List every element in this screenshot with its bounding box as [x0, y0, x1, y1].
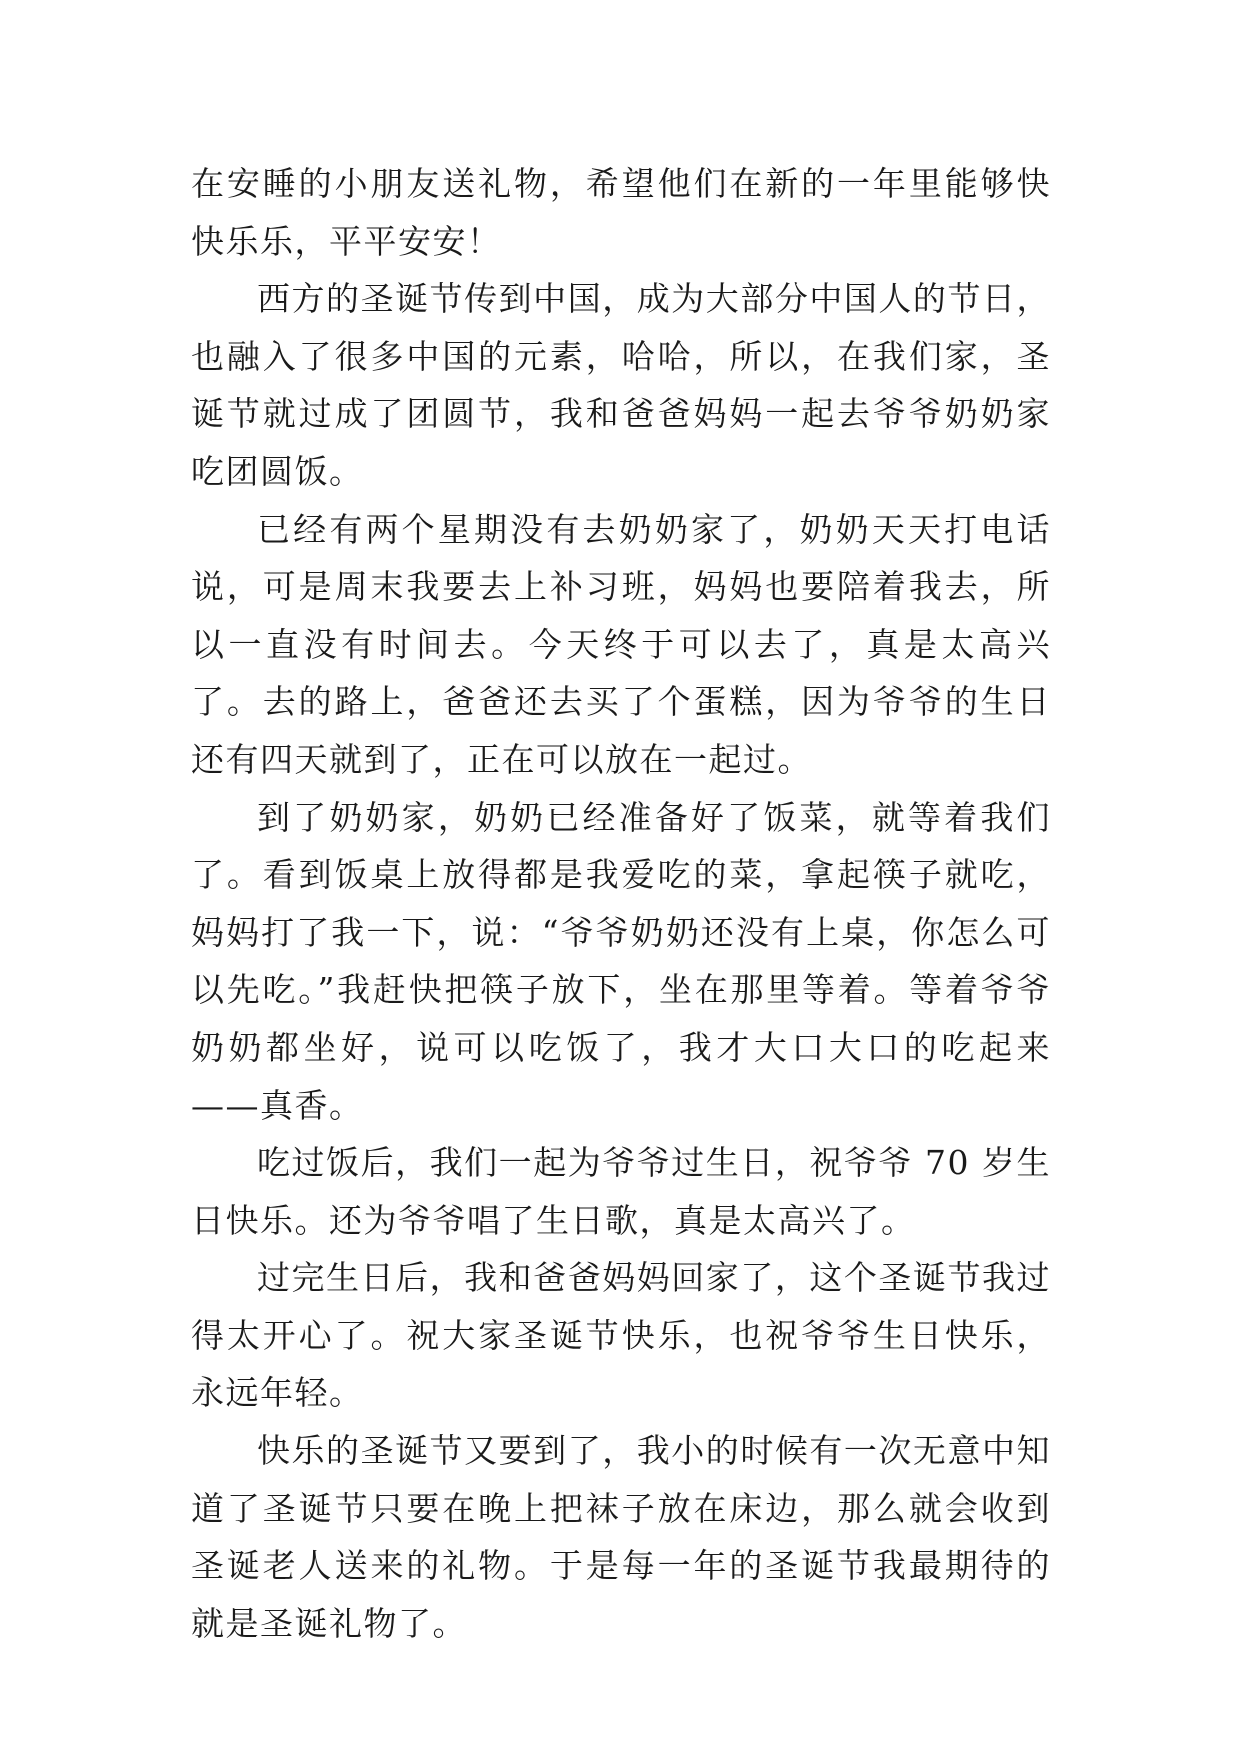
paragraph-7: 快乐的圣诞节又要到了，我小的时候有一次无意中知道了圣诞节只要在晚上把袜子放在床边，那么就会收到圣诞老人送来的礼物。于是每一年的圣诞节我最期待的就是圣诞礼物了。	[191, 1431, 1051, 1643]
paragraph-4: 到了奶奶家，奶奶已经准备好了饭菜，就等着我们了。看到饭桌上放得都是我爱吃的菜，拿起筷子就吃，妈妈打了我一下，说：“爷爷奶奶还没有上桌，你怎么可以先吃。”我赶快把筷子放下，坐在那里等着。等着爷爷奶奶都坐好，说可以吃饭了，我才大口大口的吃起来——真香。	[191, 797, 1051, 1125]
paragraph-3: 已经有两个星期没有去奶奶家了，奶奶天天打电话说，可是周末我要去上补习班，妈妈也要陪着我去，所以一直没有时间去。今天终于可以去了，真是太高兴了。去的路上，爸爸还去买了个蛋糕，因为爷爷的生日还有四天就到了，正在可以放在一起过。	[191, 509, 1051, 779]
paragraph-1: 在安睡的小朋友送礼物，希望他们在新的一年里能够快快乐乐，平平安安！	[191, 164, 1051, 261]
paragraph-5: 吃过饭后，我们一起为爷爷过生日，祝爷爷 70 岁生日快乐。还为爷爷唱了生日歌，真是太高兴了。	[191, 1143, 1051, 1240]
paragraph-2: 西方的圣诞节传到中国，成为大部分中国人的节日，也融入了很多中国的元素，哈哈，所以，在我们家，圣诞节就过成了团圆节，我和爸爸妈妈一起去爷爷奶奶家吃团圆饭。	[191, 279, 1051, 491]
document-page	[191, 155, 1051, 1652]
paragraph-6: 过完生日后，我和爸爸妈妈回家了，这个圣诞节我过得太开心了。祝大家圣诞节快乐，也祝爷爷生日快乐，永远年轻。	[191, 1258, 1051, 1413]
